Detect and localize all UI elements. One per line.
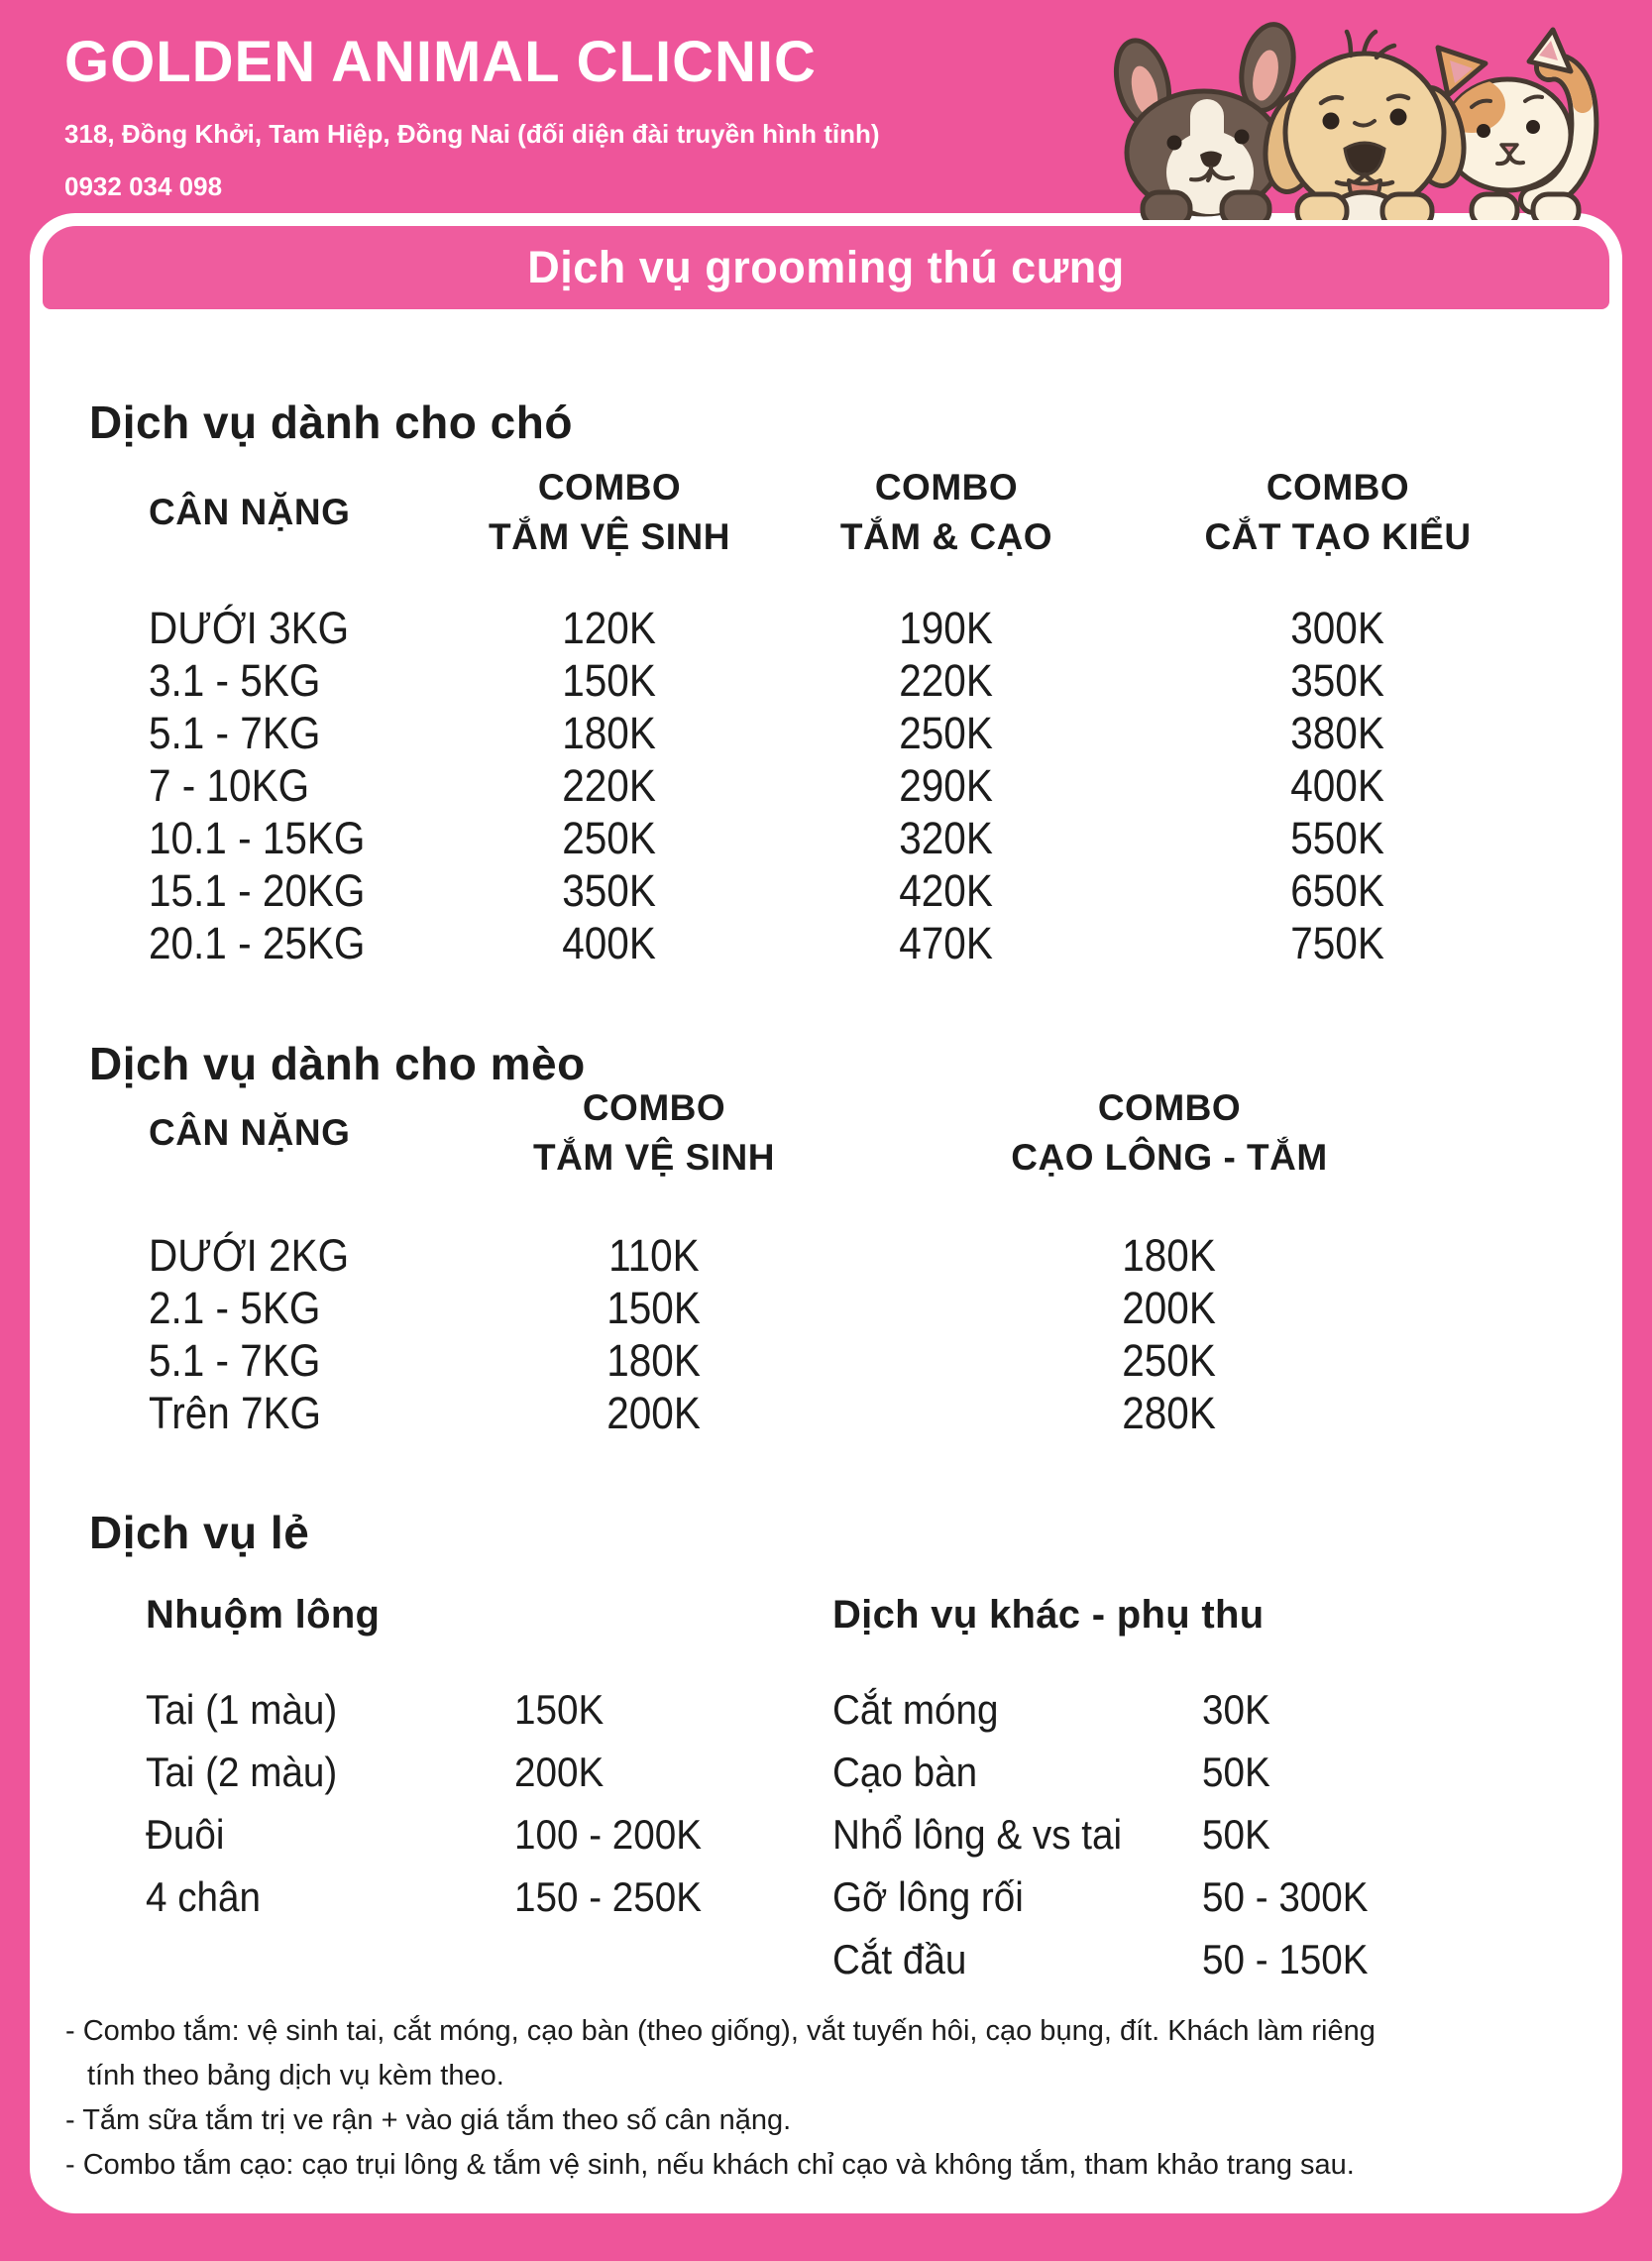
price-card: [30, 213, 1622, 2213]
cat-col-combo-shave-bath: COMBO CẠO LÔNG - TẮM: [1011, 1087, 1328, 1178]
dye-price-list: [146, 1678, 851, 1928]
dog-row-styling: 400K: [1290, 760, 1385, 811]
cat-row-shave-bath: 200K: [1122, 1283, 1217, 1333]
dog-row-bath-shave: 250K: [899, 708, 994, 758]
other-item-price: 50K: [1202, 1811, 1270, 1858]
dog-row-styling: 300K: [1290, 603, 1385, 653]
dye-item-label: 4 chân: [146, 1873, 262, 1920]
header: [64, 0, 1105, 202]
dog-col-combo-bath: COMBO TẮM VỆ SINH: [489, 467, 730, 557]
dye-item-price: 150 - 250K: [514, 1873, 703, 1920]
dog-row-bath-shave: 470K: [899, 918, 994, 968]
note-line: tính theo bảng dịch vụ kèm theo.: [87, 2060, 504, 2091]
dye-item-label: Tai (2 màu): [146, 1749, 338, 1795]
clinic-name: GOLDEN ANIMAL CLICNIC: [64, 30, 817, 94]
dog-row-bath: 250K: [562, 813, 657, 863]
dog-row-styling: 380K: [1290, 708, 1385, 758]
note-line: - Combo tắm cạo: cạo trụi lông & tắm vệ sinh, nếu khách chỉ cạo và không tắm, tham khảo trang sau.: [65, 2149, 1355, 2181]
single-services-heading: Dịch vụ lẻ: [89, 1507, 310, 1559]
dog-row-bath: 150K: [562, 655, 657, 706]
dog-row-bath: 120K: [562, 603, 657, 653]
dog-col-combo-styling: COMBO CẮT TẠO KIỂU: [1204, 467, 1472, 557]
dye-item-label: Đuôi: [146, 1811, 225, 1858]
banner-title: Dịch vụ grooming thú cưng: [527, 242, 1125, 292]
dog-row-bath-shave: 220K: [899, 655, 994, 706]
dog-row-bath-shave: 190K: [899, 603, 994, 653]
dog-section-heading: Dịch vụ dành cho chó: [89, 396, 573, 449]
dog-row-weight: 15.1 - 20KG: [149, 865, 366, 916]
dog-row-bath-shave: 320K: [899, 813, 994, 863]
other-item-price: 50 - 150K: [1202, 1936, 1369, 1982]
cat-table-header: [89, 1083, 1566, 1183]
dog-row-weight: DƯỚI 3KG: [149, 603, 350, 653]
dye-item-label: Tai (1 màu): [146, 1686, 338, 1733]
dog-col-combo-bath-shave: COMBO TẮM & CẠO: [839, 467, 1053, 557]
cat-col-combo-bath: COMBO TẮM VỆ SINH: [533, 1087, 775, 1178]
dog-row-bath-shave: 290K: [899, 760, 994, 811]
dog-row-bath: 220K: [562, 760, 657, 811]
dog-row-weight: 3.1 - 5KG: [149, 655, 321, 706]
other-item-price: 50K: [1202, 1749, 1270, 1795]
cat-row-bath: 150K: [606, 1283, 702, 1333]
dye-item-price: 200K: [514, 1749, 605, 1795]
cat-row-bath: 200K: [606, 1388, 702, 1438]
cat-row-weight: Trên 7KG: [149, 1388, 322, 1438]
cat-row-shave-bath: 280K: [1122, 1388, 1217, 1438]
dog-row-bath: 180K: [562, 708, 657, 758]
dog-row-styling: 550K: [1290, 813, 1385, 863]
cat-col-weight: CÂN NẶNG: [149, 1111, 351, 1153]
other-item-label: Cắt móng: [832, 1686, 999, 1733]
dog-table-header: [89, 463, 1566, 562]
cat-row-bath: 110K: [608, 1230, 700, 1281]
other-item-label: Cắt đầu: [832, 1936, 967, 1982]
dog-table-body: [89, 602, 1566, 969]
dye-item-price: 150K: [514, 1686, 605, 1733]
other-item-price: 50 - 300K: [1202, 1873, 1369, 1920]
cat-row-weight: DƯỚI 2KG: [149, 1230, 350, 1281]
clinic-address: 318, Đồng Khởi, Tam Hiệp, Đồng Nai (đối diện đài truyền hình tỉnh): [64, 119, 880, 149]
cat-row-bath: 180K: [606, 1335, 702, 1386]
dog-row-weight: 10.1 - 15KG: [149, 813, 366, 863]
footnotes: [65, 2009, 1599, 2188]
pets-illustration: [1085, 4, 1600, 220]
cat-section-heading: Dịch vụ dành cho mèo: [89, 1038, 586, 1090]
dog-row-weight: 20.1 - 25KG: [149, 918, 366, 968]
dog-row-styling: 750K: [1290, 918, 1385, 968]
dog-row-styling: 350K: [1290, 655, 1385, 706]
other-item-label: Cạo bàn: [832, 1749, 978, 1795]
dye-item-price: 100 - 200K: [514, 1811, 703, 1858]
dog-row-bath: 400K: [562, 918, 657, 968]
cat-row-weight: 2.1 - 5KG: [149, 1283, 321, 1333]
other-item-price: 30K: [1202, 1686, 1270, 1733]
other-item-label: Nhổ lông & vs tai: [832, 1811, 1123, 1858]
dog-col-weight: CÂN NẶNG: [149, 491, 351, 532]
clinic-phone: 0932 034 098: [64, 171, 223, 201]
dog-row-weight: 5.1 - 7KG: [149, 708, 321, 758]
other-services-subheading: Dịch vụ khác - phụ thu: [832, 1593, 1265, 1637]
note-line: - Combo tắm: vệ sinh tai, cắt móng, cạo bàn (theo giống), vắt tuyến hôi, cạo bụng, đít. Khách làm riêng: [65, 2015, 1376, 2047]
cat-row-shave-bath: 180K: [1122, 1230, 1217, 1281]
cat-row-weight: 5.1 - 7KG: [149, 1335, 321, 1386]
cat-table-body: [89, 1229, 1566, 1439]
dog-row-weight: 7 - 10KG: [149, 760, 310, 811]
dog-row-bath: 350K: [562, 865, 657, 916]
other-services-price-list: [832, 1678, 1579, 1990]
cat-row-shave-bath: 250K: [1122, 1335, 1217, 1386]
note-line: - Tắm sữa tắm trị ve rận + vào giá tắm theo số cân nặng.: [65, 2104, 792, 2136]
dog-row-bath-shave: 420K: [899, 865, 994, 916]
banner: [43, 226, 1609, 309]
other-item-label: Gỡ lông rối: [832, 1873, 1024, 1920]
dye-subheading: Nhuộm lông: [146, 1593, 381, 1637]
dog-row-styling: 650K: [1290, 865, 1385, 916]
